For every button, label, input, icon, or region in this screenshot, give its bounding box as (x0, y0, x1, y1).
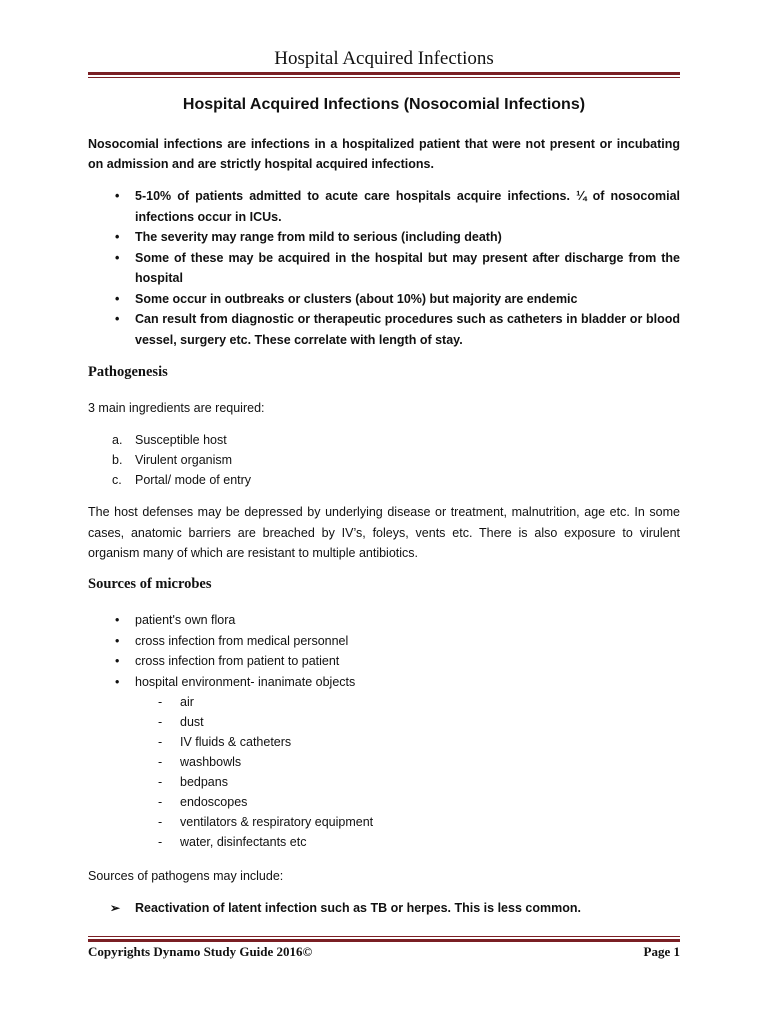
list-item: - dust (158, 715, 204, 729)
list-item: - IV fluids & catheters (158, 735, 292, 749)
bullet-marker: • (115, 654, 120, 668)
list-item: • hospital environment- inanimate objects (88, 672, 680, 693)
title-main: Hospital Acquired Infections (182, 96, 400, 113)
bullet-marker: • (115, 674, 120, 689)
inanimate-objects-list (88, 692, 680, 852)
list-item: b. Virulent organism (112, 453, 233, 467)
bullet-marker: • (115, 312, 120, 326)
list-item: • patient's own flora (88, 610, 680, 631)
footer-copyright: Copyrights Dynamo Study Guide 2016© (88, 944, 313, 959)
header-rule-thin (88, 77, 680, 78)
bullet-marker: • (115, 230, 120, 244)
pathogens-lead: Sources of pathogens may include: (88, 869, 284, 883)
arrow-bullet-icon: ➢ (110, 901, 121, 915)
bullet-marker: • (115, 291, 120, 306)
list-item: • 5-10% of patients admitted to acute care hospitals acquire infections. ¼ of nosocomial infections occur in ICUs. (88, 186, 680, 227)
facts-list (88, 186, 680, 350)
list-item: - bedpans (158, 775, 228, 789)
list-item: • Some occur in outbreaks or clusters (about 10%) but majority are endemic (88, 289, 680, 310)
host-defenses-paragraph: The host defenses may be depressed by underlying disease or treatment, malnutrition, age etc. In some cases, anatomic barriers are breached by IV’s, foleys, vents etc. There is also exposure to virulent organism many of which are resistant to multiple antibiotics. (88, 505, 680, 560)
bullet-marker: • (115, 633, 120, 648)
list-item: - air (158, 695, 194, 709)
footer-rule-thick (88, 939, 680, 942)
bullet-marker: • (115, 613, 120, 627)
list-item: • Some of these may be acquired in the hospital but may present after discharge from the hospital (88, 248, 680, 289)
footer-rule-thin (88, 936, 680, 937)
bullet-marker: • (115, 250, 120, 265)
list-item: • cross infection from patient to patient (88, 651, 680, 672)
list-item: • Can result from diagnostic or therapeutic procedures such as catheters in bladder or blood vessel, surgery etc. These correlate with length of stay. (88, 309, 680, 350)
list-item: c. Portal/ mode of entry (112, 473, 252, 487)
list-item: ➢ Reactivation of latent infection such as TB or herpes. This is less common. (88, 898, 680, 918)
list-item: • cross infection from medical personnel (88, 631, 680, 652)
list-item: - water, disinfectants etc (158, 835, 307, 849)
list-item: • The severity may range from mild to serious (including death) (88, 227, 680, 248)
title-paren: (Nosocomial Infections) (403, 96, 586, 113)
pathogenesis-heading: Pathogenesis (88, 364, 168, 380)
pathogens-list (88, 898, 680, 918)
list-item: - endoscopes (158, 795, 248, 809)
header-rule-thick (88, 72, 680, 75)
document-title (88, 96, 680, 114)
footer-page-number: Page 1 (643, 944, 680, 959)
pathogenesis-lead: 3 main ingredients are required: (88, 401, 265, 415)
sources-list (88, 610, 680, 692)
sources-heading: Sources of microbes (88, 576, 212, 592)
list-item: - washbowls (158, 755, 242, 769)
running-header: Hospital Acquired Infections (274, 48, 494, 69)
list-item: a. Susceptible host (112, 433, 227, 447)
list-item: - ventilators & respiratory equipment (158, 815, 374, 829)
intro-paragraph: Nosocomial infections are infections in a hospitalized patient that were not present or incubating on admission and are strictly hospital acquired infections. (88, 137, 680, 171)
bullet-marker: • (115, 189, 120, 203)
ingredients-list (88, 430, 680, 490)
